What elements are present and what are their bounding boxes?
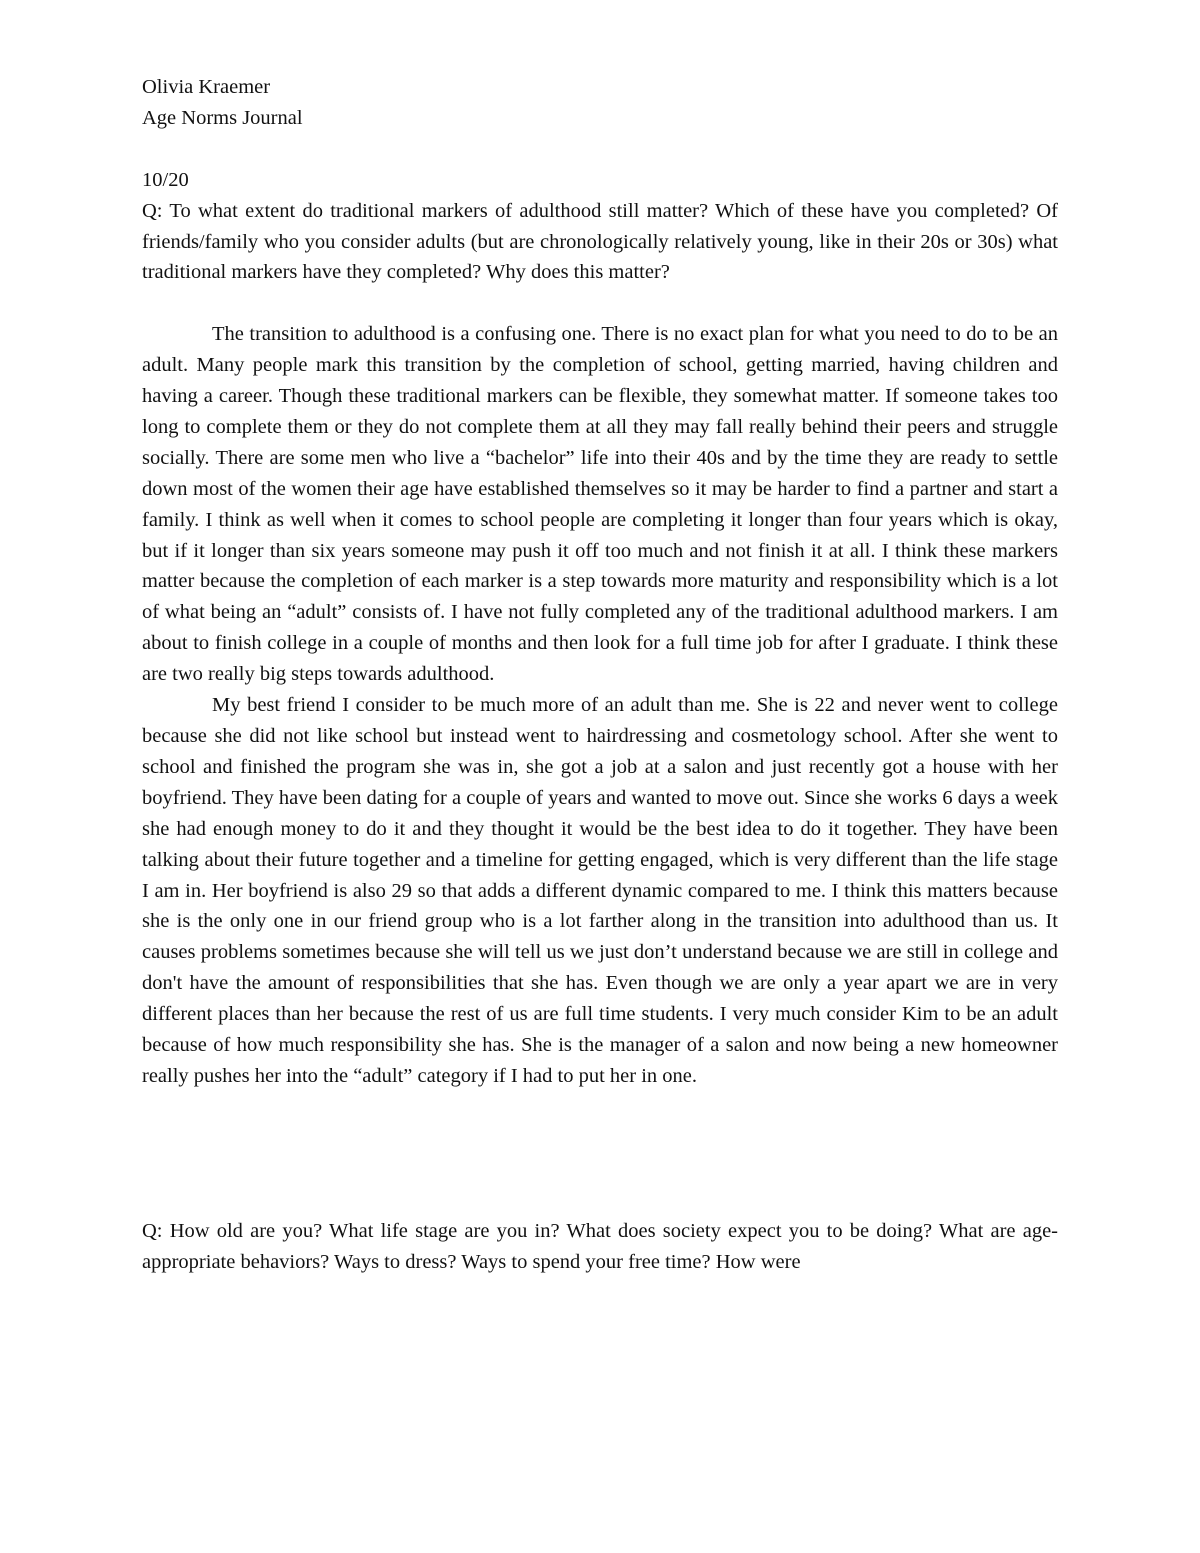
journal-title: Age Norms Journal: [142, 106, 303, 129]
entry-date: 10/20: [142, 168, 189, 191]
blank-space: [142, 1092, 1058, 1216]
entry-question: Q: To what extent do traditional markers of adulthood still matter? Which of these have you completed? Of friends/family who you consider adults (but are chronologically relatively young, like in their 20s or 30s) what traditional markers have they completed? Why does this matter?: [142, 199, 1058, 284]
author-name: Olivia Kraemer: [142, 76, 271, 98]
next-entry-question: Q: How old are you? What life stage are you in? What does society expect you to be doing? What are age-appropriate behaviors? Ways to dress? Ways to spend your free time? How were: [142, 1219, 1058, 1273]
paragraph-2: My best friend I consider to be much more of an adult than me. She is 22 and never went to college because she did not like school but instead went to hairdressing and cosmetology school. After she went to school and finished the program she was in, she got a job at a salon and just recently got a house with her boyfriend. They have been dating for a couple of years and wanted to move out. Since she works 6 days a week she had enough money to do it and they thought it would be the best idea to do it together. They have been talking about their future together and a timeline for getting engaged, which is very different than the life stage I am in. Her boyfriend is also 29 so that adds a different dynamic compared to me. I think this matters because she is the only one in our friend group who is a lot farther along in the transition into adulthood than us. It causes problems sometimes because she will tell us we just don’t understand because we are still in college and don't have the amount of responsibilities that she has. Even though we are only a year apart we are in very different places than her because the rest of us are full time students. I very much consider Kim to be an adult because of how much responsibility she has. She is the manager of a salon and now being a new homeowner really pushes her into the “adult” category if I had to put her in one.: [142, 694, 1058, 1087]
blank-line: [142, 134, 1058, 165]
paragraph-1: The transition to adulthood is a confusing one. There is no exact plan for what you need to do to be an adult. Many people mark this transition by the completion of school, getting married, having children and having a career. Though these traditional markers can be flexible, they somewhat matter. If someone takes too long to complete them or they do not complete them at all they may fall really behind their peers and struggle socially. There are some men who live a “bachelor” life into their 40s and by the time they are ready to settle down most of the women their age have established themselves so it may be harder to find a partner and start a family. I think as well when it comes to school people are completing it longer than four years which is okay, but if it longer than six years someone may push it off too much and not finish it at all. I think these markers matter because the completion of each marker is a step towards more maturity and responsibility which is a lot of what being an “adult” consists of. I have not fully completed any of the traditional adulthood markers. I am about to finish college in a couple of months and then look for a full time job for after I graduate. I think these are two really big steps towards adulthood.: [142, 323, 1058, 686]
document-body: [142, 72, 1058, 1278]
blank-line: [142, 288, 1058, 319]
